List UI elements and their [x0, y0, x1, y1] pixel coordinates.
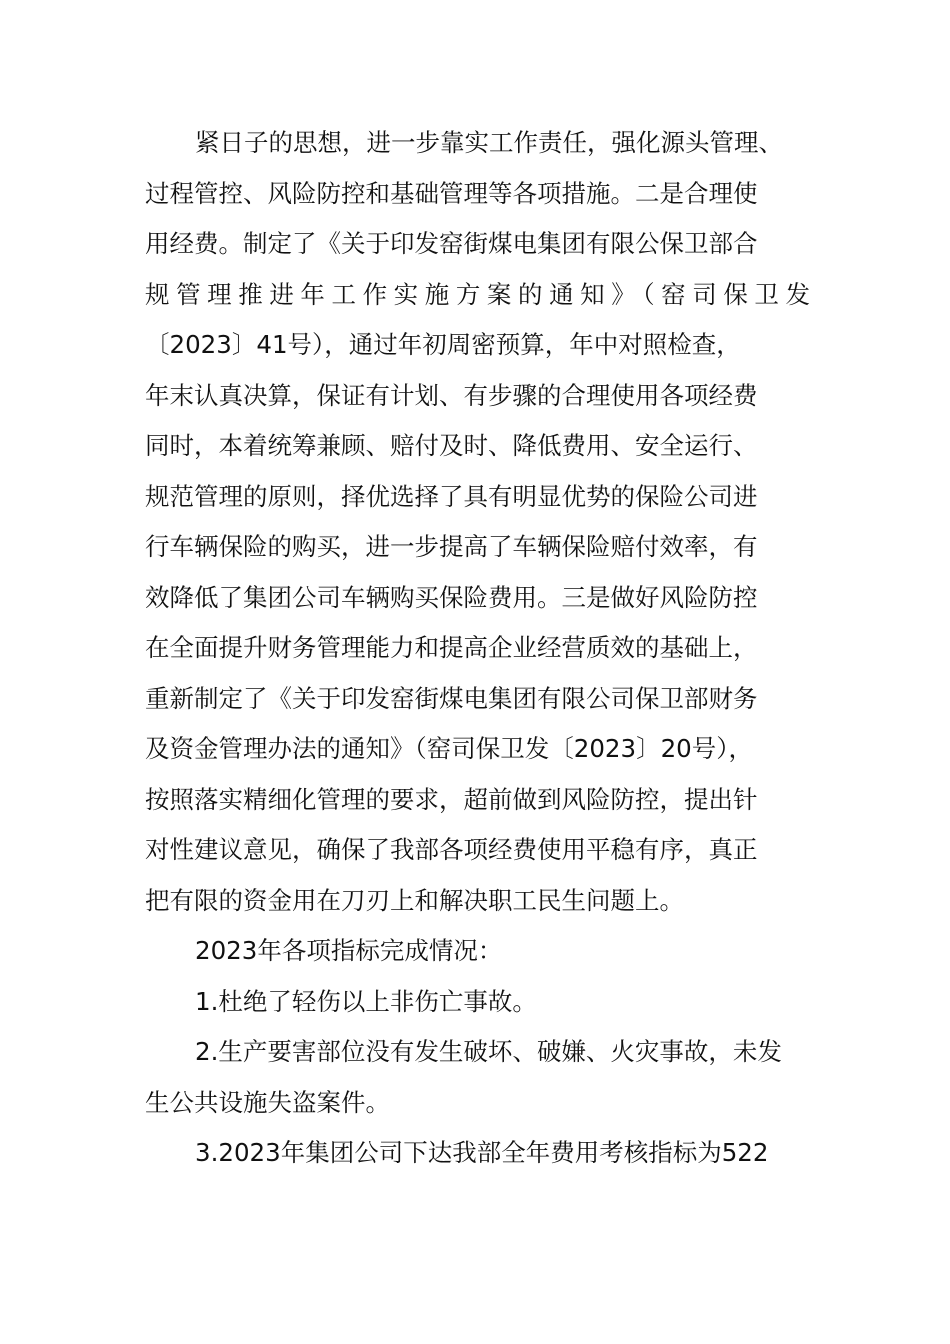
- list-item: 1.杜绝了轻伤以上非伤亡事故。: [195, 986, 537, 1016]
- section-heading: 2023年各项指标完成情况：: [195, 936, 503, 965]
- text-line: 用经费。制定了《关于印发窑街煤电集团有限公保卫部合: [145, 229, 758, 258]
- text-line: 行车辆保险的购买，进一步提高了车辆保险赔付效率，有: [145, 532, 758, 561]
- text-line: 过程管控、风险防控和基础管理等各项措施。二是合理使: [145, 178, 758, 208]
- text-line: 紧日子的思想，进一步靠实工作责任，强化源头管理、: [195, 128, 783, 157]
- text-line: 按照落实精细化管理的要求，超前做到风险防控，提出针: [145, 784, 758, 814]
- list-item-continuation: 生公共设施失盗案件。: [145, 1087, 390, 1117]
- document-body: [145, 118, 835, 1179]
- text-line: 把有限的资金用在刀刃上和解决职工民生问题上。: [145, 885, 684, 915]
- text-line: 效降低了集团公司车辆购买保险费用。三是做好风险防控: [145, 582, 758, 612]
- text-line: 〔2023〕41号），通过年初周密预算，年中对照检查，: [145, 330, 741, 359]
- text-line: 规管理推进年工作实施方案的通知》（窑司保卫发: [145, 279, 810, 309]
- text-line: 重新制定了《关于印发窑街煤电集团有限公司保卫部财务: [145, 683, 758, 713]
- text-line: 在全面提升财务管理能力和提高企业经营质效的基础上，: [145, 633, 758, 662]
- text-line: 规范管理的原则，择优选择了具有明显优势的保险公司进: [145, 481, 758, 511]
- text-line: 及资金管理办法的通知》（窑司保卫发〔2023〕20号），: [145, 734, 754, 763]
- list-item: 3.2023年集团公司下达我部全年费用考核指标为522: [195, 1138, 769, 1167]
- text-line: 同时，本着统筹兼顾、赔付及时、降低费用、安全运行、: [145, 431, 758, 460]
- list-item: 2.生产要害部位没有发生破坏、破嫌、火灾事故，未发: [195, 1037, 782, 1066]
- text-line: 对性建议意见，确保了我部各项经费使用平稳有序，真正: [145, 835, 758, 864]
- text-line: 年末认真决算，保证有计划、有步骤的合理使用各项经费: [145, 380, 758, 410]
